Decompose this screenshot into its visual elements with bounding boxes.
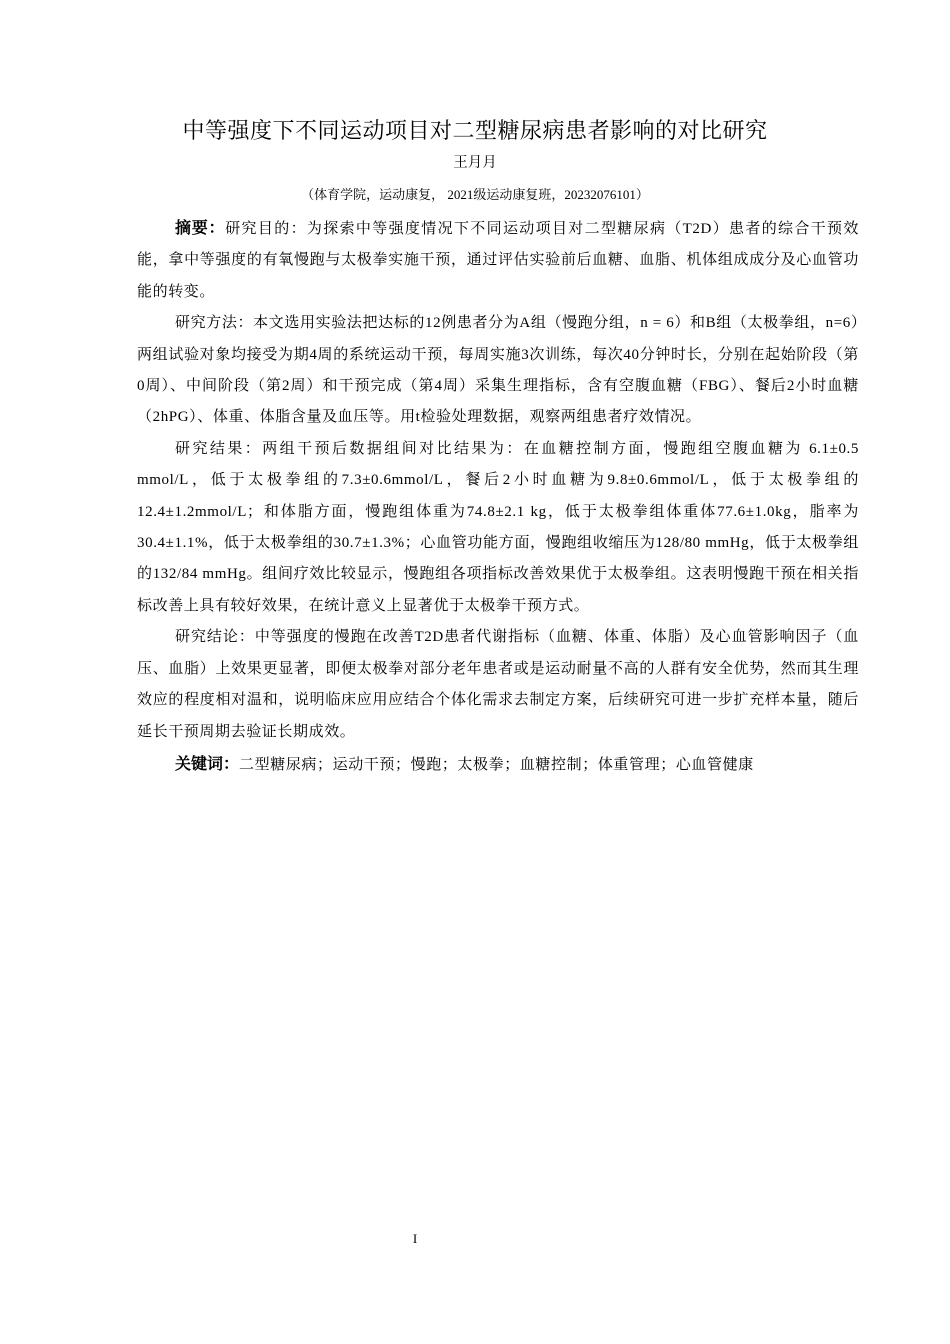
page-number: I (412, 1231, 418, 1246)
abstract-conclusion-paragraph: 研究结论：中等强度的慢跑在改善T2D患者代谢指标（血糖、体重、体脂）及心血管影响因子（血压、血脂）上效果更显著，即便太极拳对部分老年患者或是运动耐量不高的人群有安全优势，然而其生理效应的程度相对温和，说明临床应用应结合个体化需求去制定方案，后续研究可进一步扩充样本量，随后延长干预周期去验证长期成效。 (137, 629, 859, 740)
abstract-methods-paragraph: 研究方法：本文选用实验法把达标的12例患者分为A组（慢跑分组，n = 6）和B组（太极拳组，n=6）两组试验对象均接受为期4周的系统运动干预，每周实施3次训练，每次40分钟时长，分别在起始阶段（第0周）、中间阶段（第2周）和干预完成（第4周）采集生理指标，含有空腹血糖（FBG）、餐后2小时血糖（2hPG）、体重、体脂含量及血压等。用t检验处理数据，观察两组患者疗效情况。 (137, 315, 859, 426)
abstract-results-paragraph: 研究结果：两组干预后数据组间对比结果为：在血糖控制方面，慢跑组空腹血糖为 6.1±0.5 mmol/L，低于太极拳组的7.3±0.6mmol/L，餐后2小时血糖为9.8±0.6mmol/L，低于太极拳组的12.4±1.2mmol/L；和体脂方面，慢跑组体重为74.8±2.1 kg，低于太极拳组体重体77.6±1.0kg，脂率为30.4±1.1%，低于太极拳组的30.7±1.3%；心血管功能方面，慢跑组收缩压为128/80 mmHg，低于太极拳组的132/84 mmHg。组间疗效比较显示，慢跑组各项指标改善效果优于太极拳组。这表明慢跑干预在相关指标改善上具有较好效果，在统计意义上显著优于太极拳干预方式。 (137, 440, 859, 614)
paper-title: 中等强度下不同运动项目对二型糖尿病患者影响的对比研究 (182, 119, 768, 144)
abstract-section (137, 212, 859, 781)
keywords-text: 二型糖尿病；运动干预；慢跑；太极拳；血糖控制；体重管理；心血管健康 (239, 756, 754, 773)
abstract-purpose-text: 研究目的：为探索中等强度情况下不同运动项目对二型糖尿病（T2D）患者的综合干预效能，拿中等强度的有氧慢跑与太极拳实施干预，通过评估实验前后血糖、血脂、机体组成成分及心血管功能的转变。 (137, 221, 859, 300)
abstract-label: 摘要： (175, 218, 226, 237)
abstract-purpose-paragraph (137, 212, 859, 308)
keywords-label: 关键词： (175, 753, 240, 773)
author-name: 王月月 (453, 155, 497, 171)
keywords-line (137, 748, 859, 781)
author-affiliation: （体育学院，运动康复， 2021级运动康复班，20232076101） (301, 187, 649, 202)
